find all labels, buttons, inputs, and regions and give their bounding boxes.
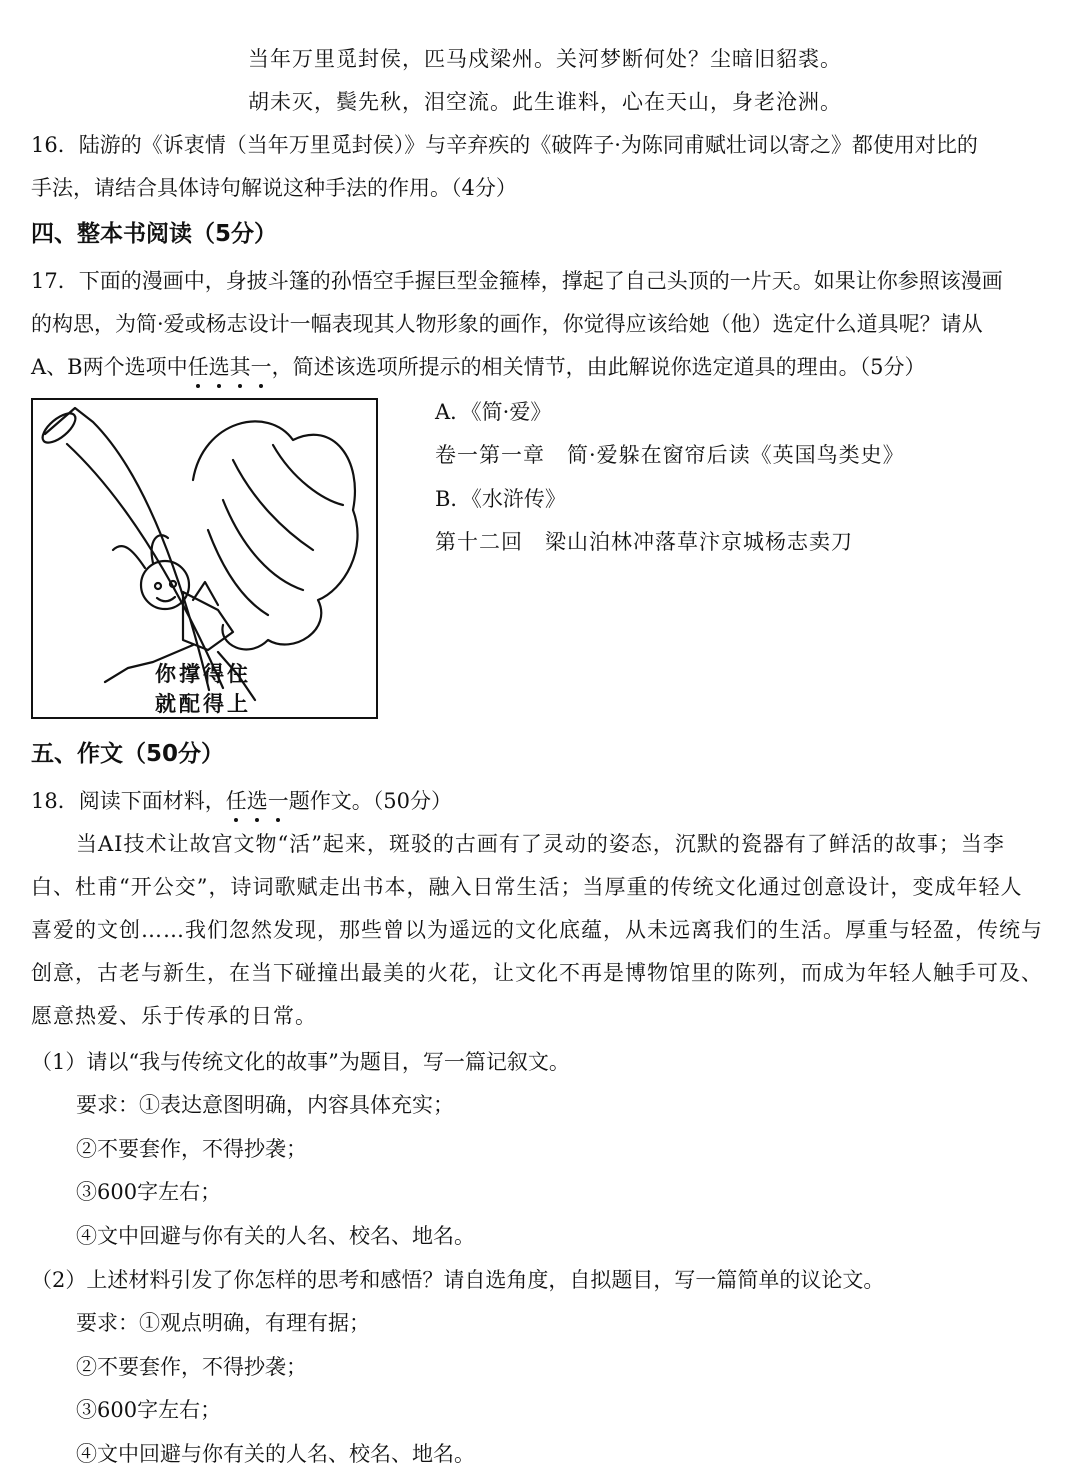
option-a-detail: 卷一第一章 简·爱躲在窗帘后读《英国鸟类史》 [435, 443, 905, 467]
emphasis-char: 选 [209, 352, 230, 382]
emphasis-char: 任 [188, 352, 209, 382]
question-18-prompt-start: 18．阅读下面材料， [31, 789, 226, 813]
cape-fold-1 [233, 460, 313, 550]
question-17-line-3-end: ，简述该选项所提示的相关情节，由此解说你选定道具的理由。（5分） [271, 355, 926, 379]
question-17-line-3 [31, 352, 925, 382]
material-line-5: 愿意热爱、乐于传承的日常。 [31, 1004, 317, 1028]
emphasis-char: 任 [226, 786, 247, 816]
cape-fold-4 [273, 445, 343, 505]
task-2-requirement-4: ④文中回避与你有关的人名、校名、地名。 [76, 1442, 475, 1466]
emphasis-char: 选 [247, 786, 268, 816]
question-17-line-1: 17．下面的漫画中，身披斗篷的孙悟空手握巨型金箍棒，撑起了自己头顶的一片天。如果让你参照该漫画 [31, 269, 1003, 293]
task-2-requirement-2: ②不要套作，不得抄袭； [76, 1355, 307, 1379]
question-18-prompt-end: 题作文。（50分） [288, 789, 452, 813]
task-1-requirement-2: ②不要套作，不得抄袭； [76, 1137, 307, 1161]
material-line-2: 白、杜甫“开公交”，诗词歌赋走出书本，融入日常生活；当厚重的传统文化通过创意设计，变成年轻人 [31, 875, 1023, 899]
task-2-prompt: （2）上述材料引发了你怎样的思考和感悟？请自选角度，自拟题目，写一篇简单的议论文。 [31, 1268, 885, 1292]
question-17-line-2: 的构思，为简·爱或杨志设计一幅表现其人物形象的画作，你觉得应该给她（他）选定什么道具呢？请从 [31, 312, 983, 336]
material-line-4: 创意，古老与新生，在当下碰撞出最美的火花，让文化不再是博物馆里的陈列，而成为年轻人触手可及、 [31, 961, 1043, 985]
question-17-line-3-start: A、B两个选项中 [31, 355, 188, 379]
eye-right [170, 581, 176, 587]
eye-left [155, 583, 161, 589]
poem-line-1: 当年万里觅封侯，匹马戍梁州。关河梦断何处？尘暗旧貂裘。 [248, 47, 842, 71]
task-1-prompt: （1）请以“我与传统文化的故事”为题目，写一篇记叙文。 [31, 1050, 570, 1074]
staff-end [38, 408, 80, 448]
feather-left [113, 546, 145, 568]
task-1-requirement-3: ③600字左右； [76, 1180, 222, 1204]
question-16-line-2: 手法，请结合具体诗句解说这种手法的作用。（4分） [31, 176, 517, 200]
task-1-requirement-1: 要求：①表达意图明确，内容具体充实； [76, 1093, 454, 1117]
section-5-heading: 五、作文（50分） [31, 741, 225, 767]
section-4-heading: 四、整本书阅读（5分） [31, 221, 278, 247]
comic-illustration [31, 398, 378, 719]
emphasis-char: 一 [268, 786, 289, 816]
task-2-requirement-1: 要求：①观点明确，有理有据； [76, 1311, 370, 1335]
option-b-detail: 第十二回 梁山泊林冲落草汴京城杨志卖刀 [435, 530, 853, 554]
comic-caption-line-2: 就配得上 [155, 692, 251, 716]
comic-caption-line-1: 你撑得住 [155, 662, 251, 686]
task-1-requirement-4: ④文中回避与你有关的人名、校名、地名。 [76, 1224, 475, 1248]
arm [193, 582, 218, 605]
emphasis-char: 一 [251, 352, 272, 382]
material-line-1: 当AI技术让故宫文物“活”起来，斑驳的古画有了灵动的姿态，沉默的瓷器有了鲜活的故事；当李 [76, 832, 1005, 856]
cape-outline [193, 421, 358, 649]
question-18-prompt [31, 786, 452, 816]
task-2-requirement-3: ③600字左右； [76, 1398, 222, 1422]
poem-line-2: 胡未灭，鬓先秋，泪空流。此生谁料，心在天山，身老沧洲。 [248, 90, 842, 114]
question-16-line-1: 16．陆游的《诉衷情（当年万里觅封侯）》与辛弃疾的《破阵子·为陈同甫赋壮词以寄之》都使用对比的 [31, 133, 978, 157]
option-a-label: A．《简·爱》 [435, 400, 552, 424]
emphasis-char: 其 [230, 352, 251, 382]
option-b-label: B．《水浒传》 [435, 487, 566, 511]
cape-fold-2 [223, 500, 303, 590]
material-line-3: 喜爱的文创……我们忽然发现，那些曾以为遥远的文化底蕴，从未远离我们的生活。厚重与轻盈，传统与 [31, 918, 1043, 942]
mouth [157, 597, 175, 601]
